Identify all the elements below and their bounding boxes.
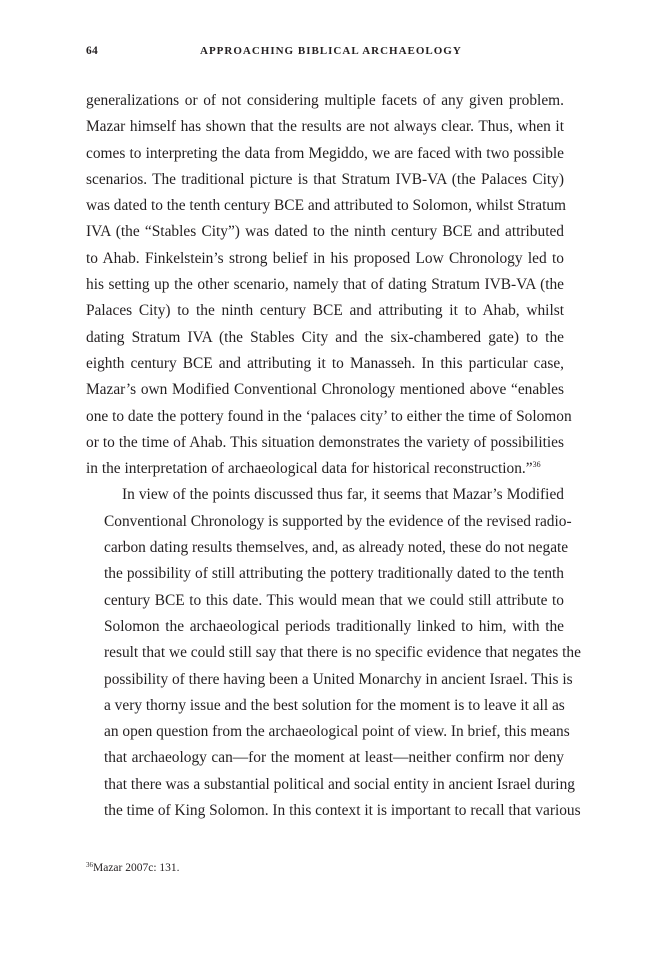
- text-line: that there was a substantial political and social entity in ancient Israel during: [104, 775, 575, 793]
- paragraph-2: [86, 482, 581, 824]
- text-line: century BCE to this date. This would mean that we could still attribute to: [104, 591, 564, 609]
- text-line: scenarios. The traditional picture is that Stratum IVB-VA (the Palaces City): [86, 170, 564, 188]
- text-line: one to date the pottery found in the ‘palaces city’ to either the time of Solomon: [86, 407, 572, 425]
- text-line: an open question from the archaeological point of view. In brief, this means: [104, 723, 570, 741]
- page-number: 64: [86, 45, 99, 57]
- text-line: that archaeology can—for the moment at least—neither confirm nor deny: [104, 749, 564, 767]
- running-head: [86, 45, 564, 61]
- text-line: or to the time of Ahab. This situation demonstrates the variety of possibilities: [86, 433, 564, 451]
- paragraph-1: [86, 88, 572, 482]
- text-line: comes to interpreting the data from Megiddo, we are faced with two possible: [86, 144, 564, 162]
- footnote: [86, 861, 180, 874]
- text-line: the possibility of still attributing the pottery traditionally dated to the tenth: [104, 565, 564, 583]
- text-line: Mazar’s own Modified Conventional Chronology mentioned above “enables: [86, 381, 564, 399]
- text-line: Solomon the archaeological periods traditionally linked to him, with the: [104, 617, 564, 635]
- text-line: dating Stratum IVA (the Stables City and the six-chambered gate) to the: [86, 328, 564, 346]
- footnote-reference: 36: [532, 460, 541, 470]
- text-line: Mazar himself has shown that the results are not always clear. Thus, when it: [86, 118, 564, 136]
- text-line: result that we could still say that there is no specific evidence that negates the: [104, 644, 581, 662]
- text-line-content: in the interpretation of archaeological data for historical reconstruction.”: [86, 460, 533, 478]
- text-line: was dated to the tenth century BCE and attributed to Solomon, whilst Stratum: [86, 197, 567, 215]
- text-line-last: [86, 456, 564, 482]
- text-line: a very thorny issue and the best solution for the moment is to leave it all as: [104, 696, 565, 714]
- footnote-number: 36: [86, 861, 93, 869]
- footnote-text: Mazar 2007c: 131.: [93, 862, 180, 874]
- text-line: IVA (the “Stables City”) was dated to the ninth century BCE and attributed: [86, 223, 564, 241]
- running-title: APPROACHING BIBLICAL ARCHAEOLOGY: [200, 45, 462, 57]
- body-text: [86, 88, 581, 824]
- text-line: possibility of there having been a United Monarchy in ancient Israel. This is: [104, 670, 573, 688]
- text-line: to Ahab. Finkelstein’s strong belief in his proposed Low Chronology led to: [86, 249, 564, 267]
- text-line: In view of the points discussed thus far, it seems that Mazar’s Modified: [122, 486, 564, 504]
- text-line: generalizations or of not considering multiple facets of any given problem.: [86, 92, 564, 109]
- text-line: the time of King Solomon. In this context it is important to recall that various: [104, 802, 581, 820]
- text-line: his setting up the other scenario, namely that of dating Stratum IVB-VA (the: [86, 276, 564, 294]
- text-line: Conventional Chronology is supported by the evidence of the revised radio-: [104, 512, 572, 530]
- text-line: Palaces City) to the ninth century BCE and attributing it to Ahab, whilst: [86, 302, 564, 320]
- text-line: carbon dating results themselves, and, as already noted, these do not negate: [104, 539, 569, 557]
- text-line: eighth century BCE and attributing it to Manasseh. In this particular case,: [86, 354, 564, 372]
